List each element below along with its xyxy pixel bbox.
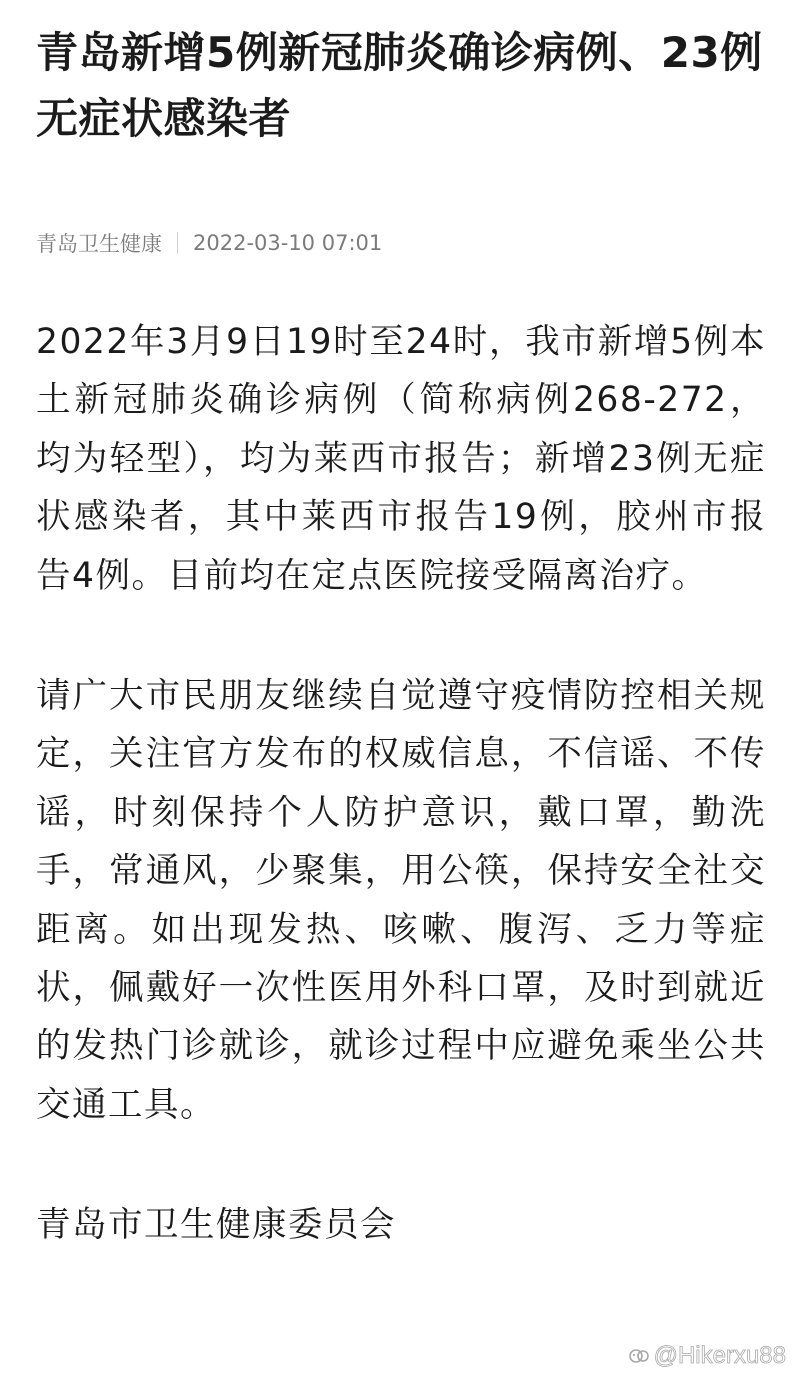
article-paragraph: 请广大市民朋友继续自觉遵守疫情防控相关规定，关注官方发布的权威信息，不信谣、不传谣，时刻保持个人防护意识，戴口罩，勤洗手，常通风，少聚集，用公筷，保持安全社交距离。如出现发热、咳嗽、腹泻、乏力等症状，佩戴好一次性医用外科口罩，及时到就近的发热门诊就诊，就诊过程中应避免乘坐公共交通工具。 — [36, 676, 766, 1125]
article-title: 青岛新增5例新冠肺炎确诊病例、23例无症状感染者 — [36, 28, 763, 143]
watermark — [628, 1342, 786, 1370]
watermark-text: @Hikerxu88 — [653, 1342, 786, 1369]
article-timestamp: 2022-03-10 07:01 — [193, 231, 383, 255]
article-meta — [36, 226, 766, 260]
article — [36, 0, 766, 1254]
meta-divider — [177, 232, 178, 254]
article-signature: 青岛市卫生健康委员会 — [36, 1205, 396, 1246]
zhihu-logo-icon — [628, 1345, 650, 1367]
article-source[interactable]: 青岛卫生健康 — [36, 232, 162, 256]
article-paragraph: 2022年3月9日19时至24时，我市新增5例本土新冠肺炎确诊病例（简称病例268-272，均为轻型），均为莱西市报告；新增23例无症状感染者，其中莱西市报告19例，胶州市报告4例。目前均在定点医院接受隔离治疗。 — [36, 322, 766, 596]
